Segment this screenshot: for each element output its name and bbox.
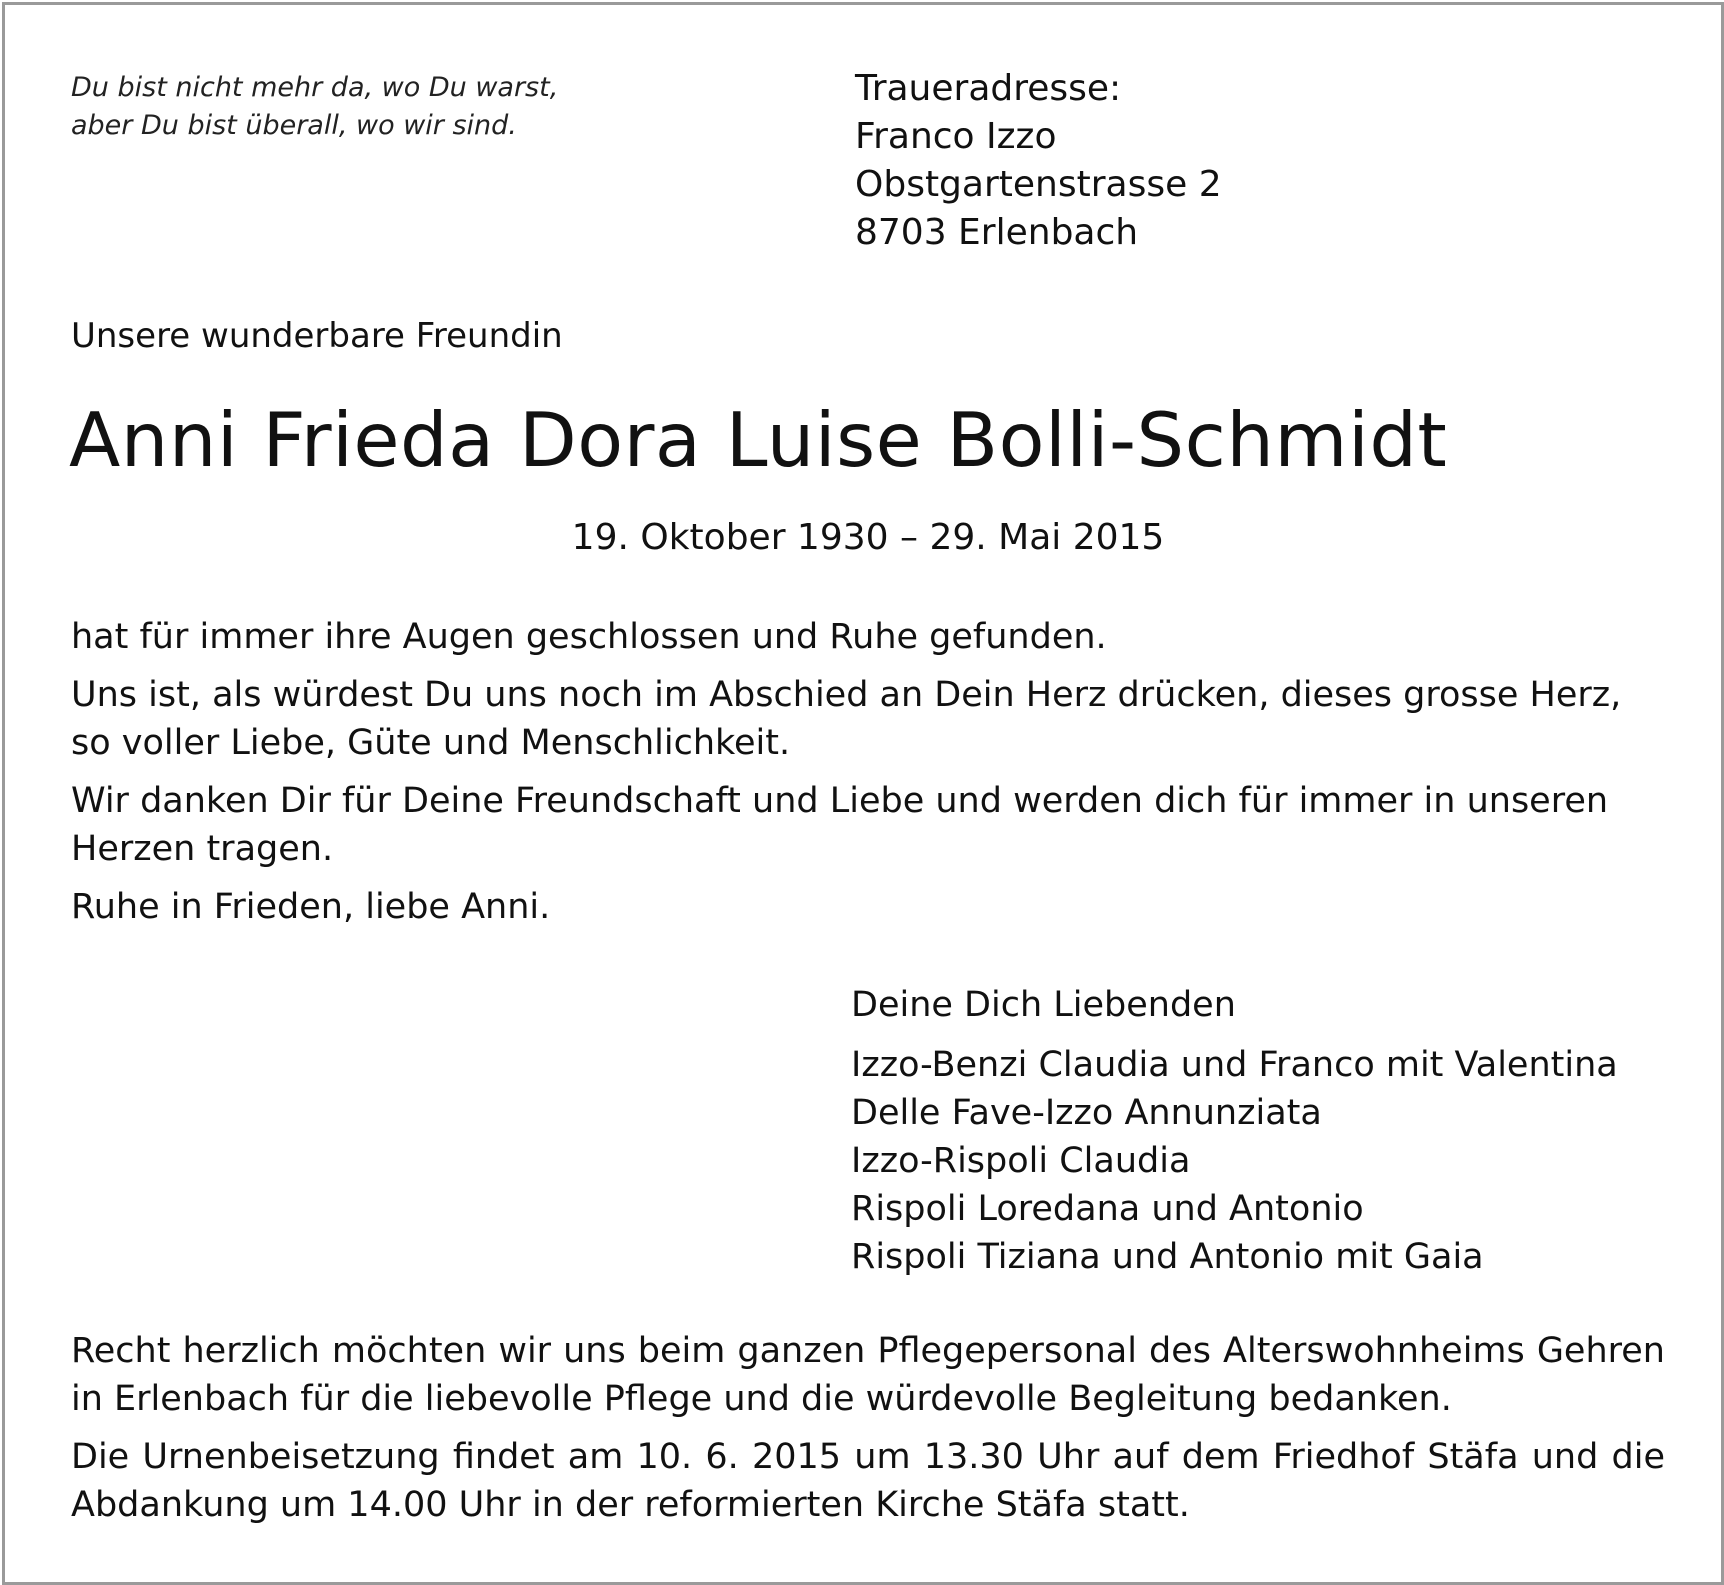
motto-line-2: aber Du bist überall, wo wir sind.	[71, 110, 517, 141]
deceased-name: Anni Frieda Dora Luise Bolli-Schmidt	[69, 396, 1448, 484]
obituary-body	[71, 613, 1665, 941]
signers-heading: Deine Dich Liebenden	[851, 985, 1236, 1025]
body-paragraph-3: Wir danken Dir für Deine Freundschaft und Liebe und werden dich für immer in unseren Herzen tragen.	[71, 781, 1609, 869]
signer-name: Rispoli Tiziana und Antonio mit Gaia	[851, 1237, 1484, 1277]
funeral-paragraph: Die Urnenbeisetzung findet am 10. 6. 2015 um 13.30 Uhr auf dem Friedhof Stäfa und die Abdankung um 14.00 Uhr in der reformierten Kirche Stäfa statt.	[71, 1437, 1665, 1525]
signer-name: Delle Fave-Izzo Annunziata	[851, 1093, 1322, 1133]
motto-line-1: Du bist nicht mehr da, wo Du warst,	[71, 72, 559, 103]
signer-name: Izzo-Benzi Claudia und Franco mit Valentina	[851, 1045, 1618, 1085]
motto-quote	[71, 69, 558, 145]
address-name: Franco Izzo	[855, 116, 1057, 157]
thanks-paragraph: Recht herzlich möchten wir uns beim ganzen Pflegepersonal des Alterswohnheims Gehren in Erlenbach für die liebevolle Pflege und die würdevolle Begleitung bedanken.	[71, 1331, 1665, 1419]
body-paragraph-2: Uns ist, als würdest Du uns noch im Abschied an Dein Herz drücken, dieses grosse Herz, so voller Liebe, Güte und Menschlichkeit.	[71, 675, 1622, 763]
life-dates: 19. Oktober 1930 – 29. Mai 2015	[571, 517, 1165, 558]
obituary-frame	[2, 2, 1724, 1585]
signers-list	[851, 1041, 1618, 1281]
signers-block	[851, 981, 1618, 1281]
body-paragraph-4: Ruhe in Frieden, liebe Anni.	[71, 887, 551, 927]
intro-line: Unsere wunderbare Freundin	[71, 316, 563, 356]
closing-block	[71, 1327, 1665, 1539]
address-label: Traueradresse:	[855, 68, 1122, 109]
signer-name: Izzo-Rispoli Claudia	[851, 1141, 1191, 1181]
address-city: 8703 Erlenbach	[855, 212, 1139, 253]
signer-name: Rispoli Loredana und Antonio	[851, 1189, 1364, 1229]
address-street: Obstgartenstrasse 2	[855, 164, 1222, 205]
body-paragraph-1: hat für immer ihre Augen geschlossen und Ruhe gefunden.	[71, 617, 1107, 657]
mourning-address	[855, 65, 1222, 257]
